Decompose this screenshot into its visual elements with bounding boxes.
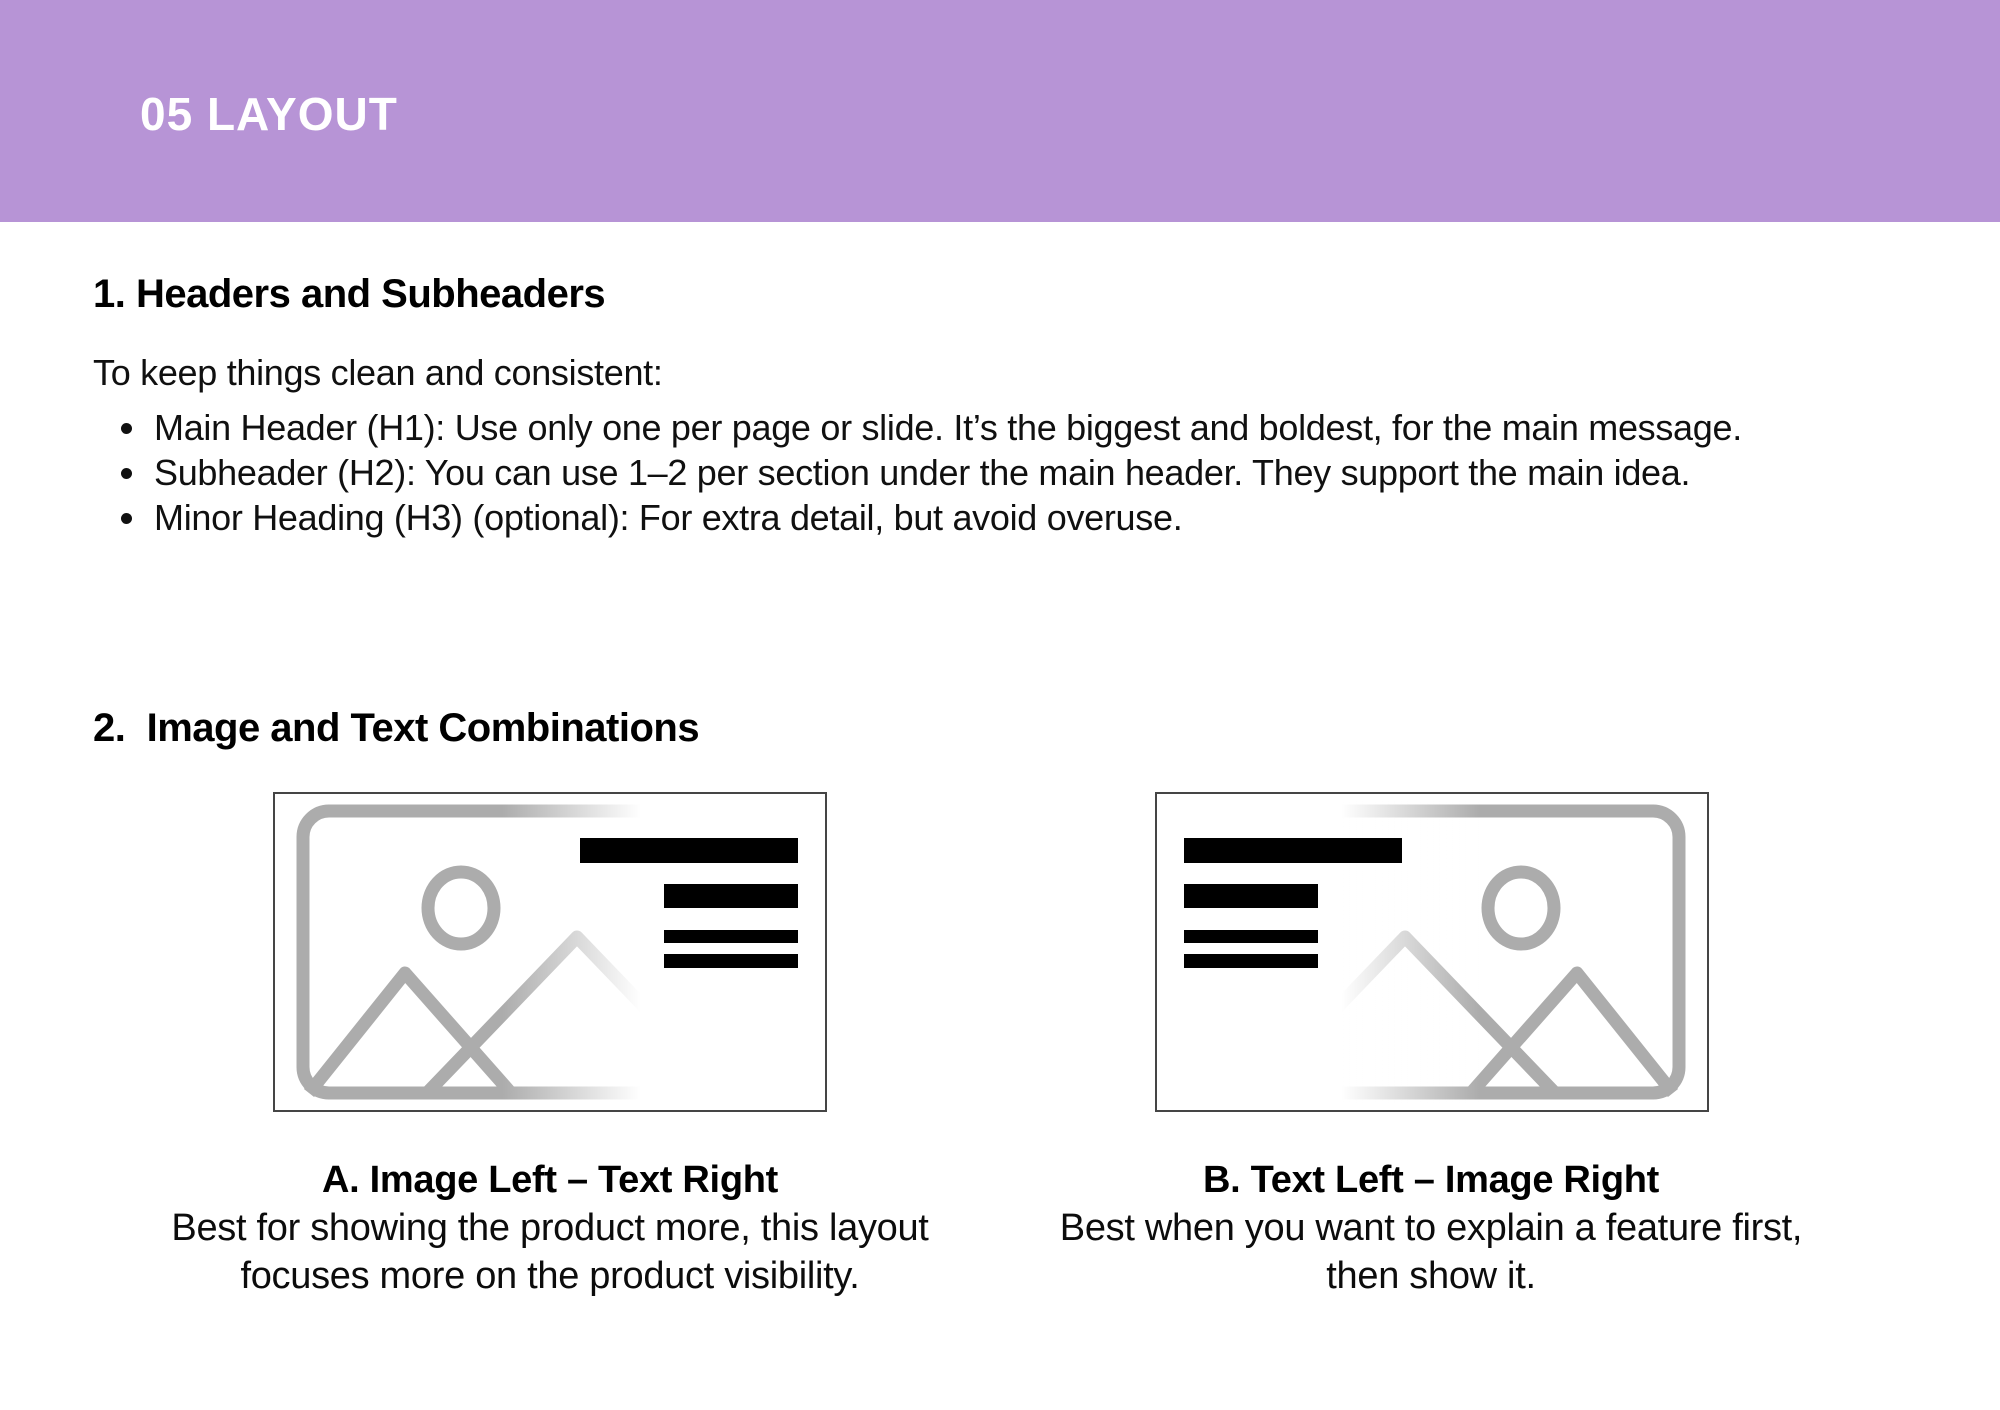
- section1-intro: To keep things clean and consistent:: [93, 352, 663, 393]
- caption-layout-b: [1041, 1156, 1821, 1300]
- caption-layout-a: [160, 1156, 940, 1300]
- header-band: [0, 0, 2000, 222]
- card-inner: [1157, 794, 1707, 1110]
- caption-description: Best when you want to explain a feature first, then show it.: [1059, 1207, 1803, 1297]
- title-bar-placeholder: [1184, 838, 1402, 863]
- text-line-placeholder: [1184, 954, 1318, 968]
- card-inner: [275, 794, 825, 1110]
- bullet-item-minor-heading: • Minor Heading (H3) (optional): For extra detail, but avoid overuse.: [150, 495, 1810, 540]
- bullet-list: [93, 405, 1810, 540]
- subtitle-bar-placeholder: [1184, 884, 1318, 908]
- title-bar-placeholder: [580, 838, 798, 863]
- caption-title: B. Text Left – Image Right: [1203, 1159, 1659, 1201]
- page-title: 05 LAYOUT: [140, 88, 398, 140]
- bullet-item-subheader: • Subheader (H2): You can use 1–2 per section under the main header. They support the main idea.: [150, 450, 1810, 495]
- bullet-item-main-header: • Main Header (H1): Use only one per page or slide. It’s the biggest and boldest, for the main message.: [150, 405, 1810, 450]
- section2-heading: 2. Image and Text Combinations: [93, 706, 700, 750]
- caption-description: Best for showing the product more, this layout focuses more on the product visibility.: [171, 1207, 929, 1297]
- text-line-placeholder: [1184, 930, 1318, 943]
- section1-heading: 1. Headers and Subheaders: [93, 272, 606, 316]
- layout-card-image-left: [273, 792, 827, 1112]
- layout-card-image-right: [1155, 792, 1709, 1112]
- subtitle-bar-placeholder: [664, 884, 798, 908]
- text-line-placeholder: [664, 954, 798, 968]
- caption-title: A. Image Left – Text Right: [322, 1159, 778, 1201]
- text-line-placeholder: [664, 930, 798, 943]
